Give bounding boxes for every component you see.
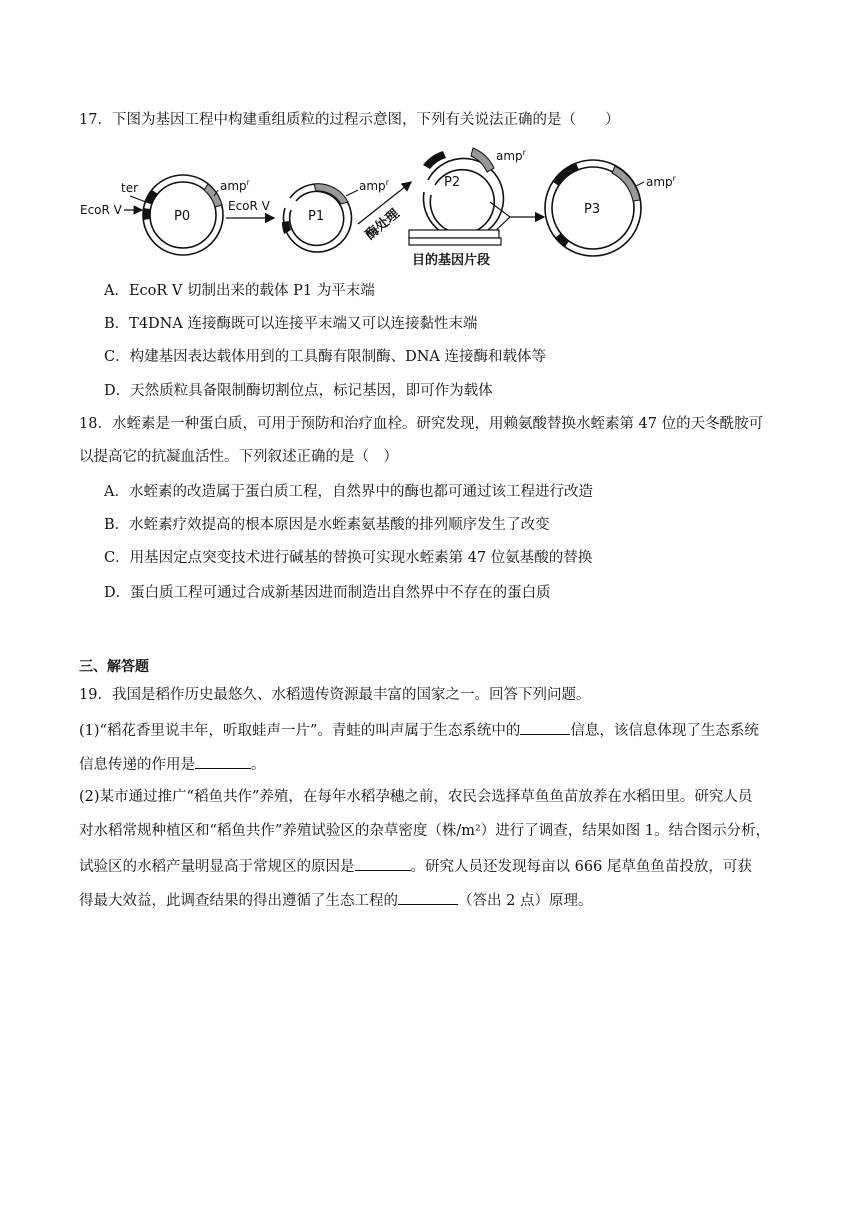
q18-stem-line2: 以提高它的抗凝血活性。下列叙述正确的是（ ） [79, 449, 398, 465]
q17-option-d: D．天然质粒具备限制酶切割位点，标记基因，即可作为载体 [104, 383, 493, 399]
fragment-label: 目的基因片段 [412, 253, 491, 268]
ecorv-site-label: EcoR V [80, 203, 122, 217]
amp-p3-label: amp$^r$ [646, 174, 676, 189]
p2-label: P2 [444, 175, 461, 190]
enzyme-label: 酶处理 [362, 206, 403, 244]
q18-option-a: A．水蛭素的改造属于蛋白质工程，自然界中的酶也都可通过该工程进行改造 [104, 484, 593, 500]
amp-p1-label: amp$^r$ [359, 178, 389, 193]
amp-p2-label: amp$^r$ [496, 148, 526, 163]
q19-part2-line1: (2)某市通过推广“稻鱼共作”养殖，在每年水稻孕穗之前，农民会选择草鱼鱼苗放养在水稻田里。研究人员 [79, 789, 753, 805]
q18-option-c: C．用基因定点突变技术进行碱基的替换可实现水蛭素第 47 位氨基酸的替换 [104, 550, 593, 566]
p3-label: P3 [584, 202, 601, 217]
plasmid-p3 [545, 160, 677, 256]
answer-blank [398, 889, 458, 905]
ecorv-arrow-label: EcoR V [228, 199, 270, 213]
q19-part1-line1: (1)“稻花香里说丰年，听取蛙声一片”。青蛙的叫声属于生态系统中的 信息，该信息体现了生态系统 [79, 719, 759, 741]
q17-stem: 17．下图为基因工程中构建重组质粒的过程示意图，下列有关说法正确的是（ ） [79, 112, 620, 128]
amp-p0-label: amp$^r$ [220, 178, 250, 193]
p0-label: P0 [174, 209, 191, 224]
ter-label: ter [121, 181, 139, 195]
q17-option-c: C．构建基因表达载体用到的工具酶有限制酶、DNA 连接酶和载体等 [104, 349, 546, 365]
q19-part2-line3: 试验区的水稻产量明显高于常规区的原因是 。研究人员还发现每亩以 666 尾草鱼鱼苗投放，可获 [79, 855, 752, 877]
q19-part1-line2: 信息传递的作用是 。 [79, 753, 266, 775]
section-heading: 三、解答题 [79, 659, 149, 675]
q19-stem: 19．我国是稻作历史最悠久、水稻遗传资源最丰富的国家之一。回答下列问题。 [79, 687, 591, 703]
q18-option-b: B．水蛭素疗效提高的根本原因是水蛭素氨基酸的排列顺序发生了改变 [104, 517, 550, 533]
plasmid-construction-diagram [78, 140, 698, 275]
answer-blank [355, 855, 411, 871]
target-gene-fragment [409, 230, 501, 268]
answer-blank [195, 753, 251, 769]
q17-option-b: B．T4DNA 连接酶既可以连接平末端又可以连接黏性末端 [104, 316, 478, 332]
q17-option-a: A．EcoR V 切制出来的载体 P1 为平末端 [104, 283, 375, 299]
q18-stem-line1: 18．水蛭素是一种蛋白质，可用于预防和治疗血栓。研究发现，用赖氨酸替换水蛭素第 47 位的天冬酰胺可 [79, 416, 764, 432]
q19-part2-line2: 对水稻常规种植区和“稻鱼共作”养殖试验区的杂草密度（株/m²）进行了调查，结果如图 1。结合图示分析， [79, 823, 771, 839]
plasmid-p0 [80, 175, 251, 255]
q18-option-d: D．蛋白质工程可通过合成新基因进而制造出自然界中不存在的蛋白质 [104, 585, 551, 601]
answer-blank [520, 719, 570, 735]
p1-label: P1 [308, 209, 325, 224]
q19-part2-line4: 得最大效益，此调查结果的得出遵循了生态工程的 （答出 2 点）原理。 [79, 889, 592, 911]
plasmid-p2 [423, 148, 527, 238]
